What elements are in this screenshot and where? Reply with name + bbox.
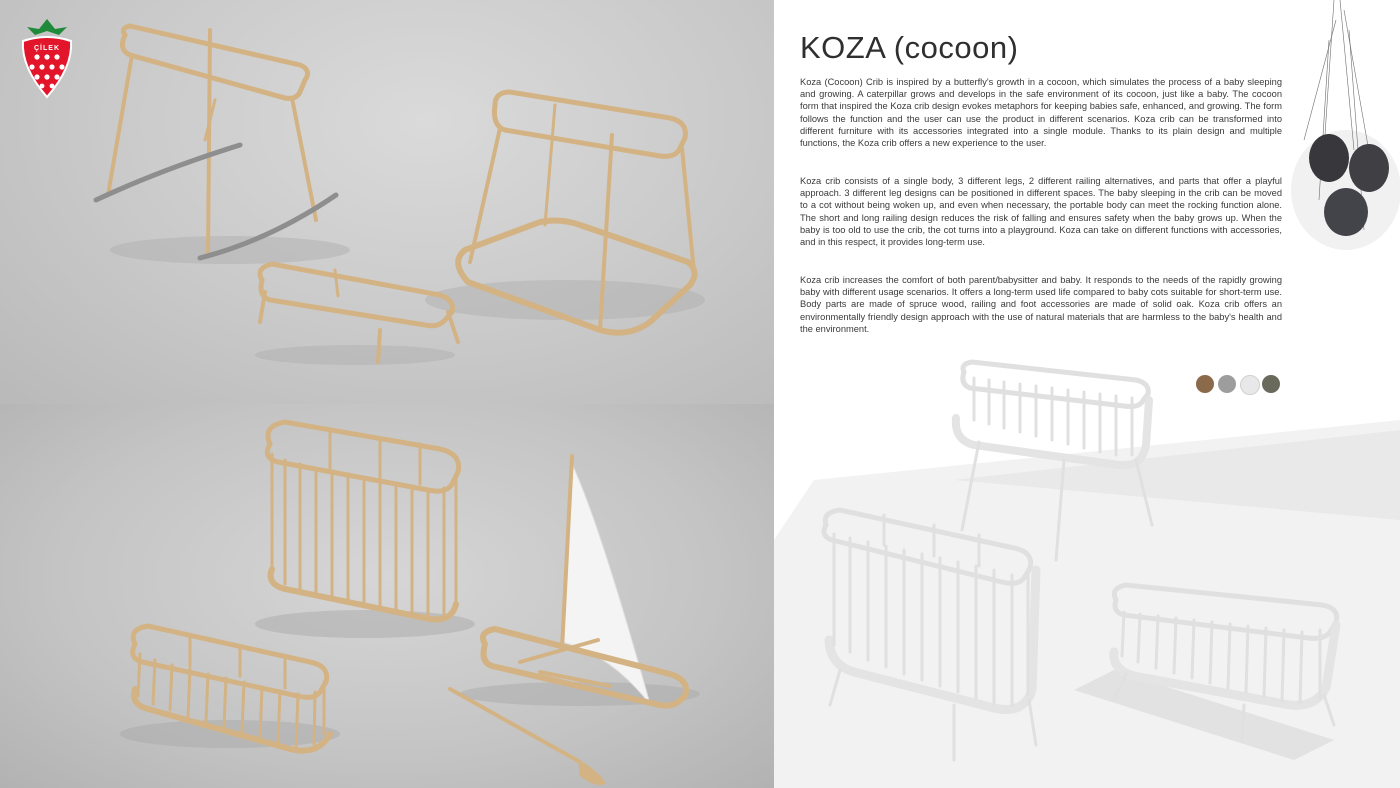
wooden-railings-illustration <box>0 404 774 788</box>
rocker-frame <box>96 26 336 258</box>
wooden-frames-illustration <box>0 0 774 404</box>
color-swatch-grey[interactable] <box>1218 375 1236 393</box>
color-swatch-white[interactable] <box>1240 375 1260 395</box>
cocoon-pods <box>1291 130 1400 250</box>
tall-railing <box>267 422 458 619</box>
product-render-railings <box>0 404 774 788</box>
page-title: KOZA (cocoon) <box>800 30 1019 65</box>
description-paragraph-1: Koza (Cocoon) Crib is inspired by a butterfly's growth in a cocoon, which simulates the process of a baby sleeping and growing. A caterpillar grows and develops in the safe environment of its cocoon, just like a baby. The cocoon form that inspired the Koza crib design evokes metaphors for keeping babies safe, enhanced, and growing. The form follows the function and the user can use the product in different scenarios. Koza crib can be transformed into different furniture with its accessories integrated into a single module. Thanks to its plain design and multiple functions, the Koza crib offers a new experience to the user. <box>800 77 1282 149</box>
product-render-frames <box>0 0 774 404</box>
logo-text: ÇİLEK <box>34 45 60 52</box>
description-paragraph-2: Koza crib consists of a single body, 3 different legs, 2 different railing alternatives, and parts that offer a playful approach. 3 different leg designs can be positioned in different spaces. The baby sleeping in the crib can be moved to a cot without being woken up, and even when necessary, the portable body can meet the rocking function alone. The short and long railing design reduces the risk of falling and ensures safety when the baby grows up. When the baby is too old to use the crib, the cot turns into a playground. Koza can take on different functions with accessories, and in this respect, it provides long-term use. <box>800 176 1282 248</box>
strawberry-logo-icon <box>17 15 77 99</box>
boat-accessory <box>450 456 686 785</box>
color-swatch-walnut[interactable] <box>1196 375 1214 393</box>
cilek-strawberry-logo <box>17 15 77 99</box>
description-paragraph-3: Koza crib increases the comfort of both parent/babysitter and baby. It responds to the needs of the rapidly growing baby with different usage scenarios. It offers a long-term used life compared to baby cots suitable for short-term use. Body parts are made of spruce wood, railing and foot accessories are made of solid oak. Koza crib offers an environmentally friendly design approach with the use of natural materials that are harmless to the baby's health and the environment. <box>800 275 1282 334</box>
color-swatch-olive[interactable] <box>1262 375 1280 393</box>
